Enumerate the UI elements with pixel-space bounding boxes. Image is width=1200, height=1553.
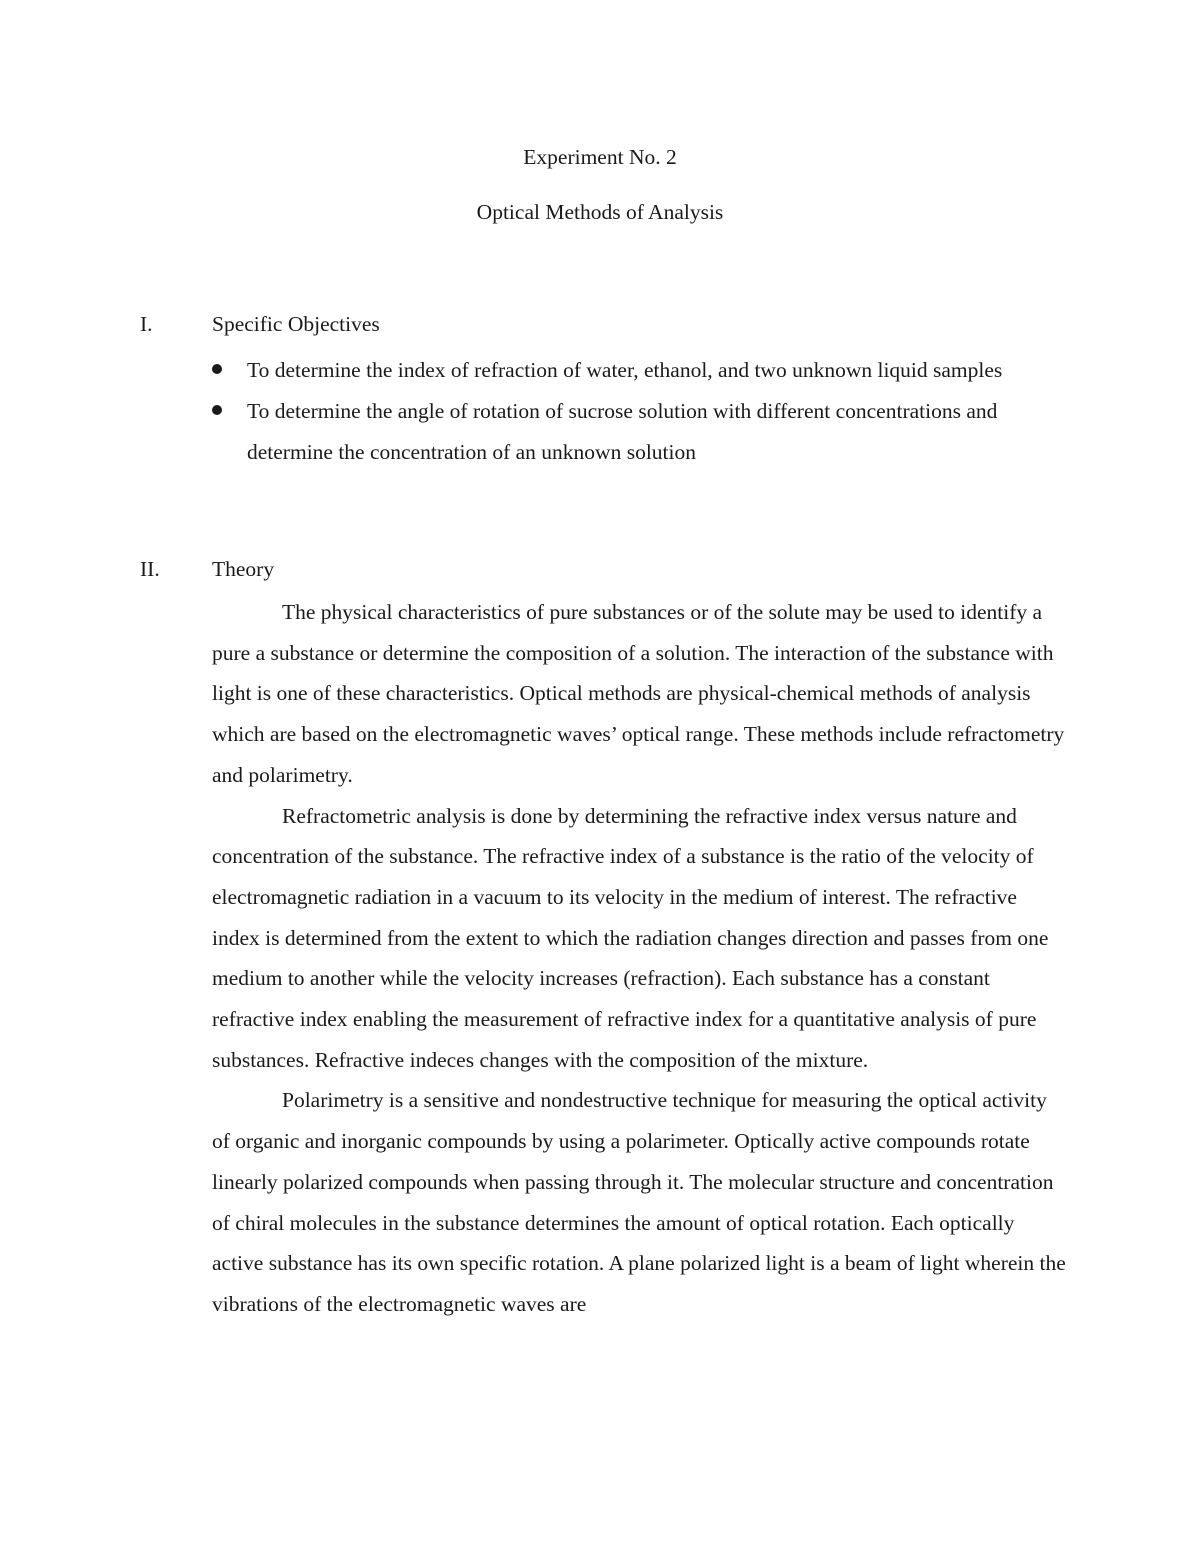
document-title: Experiment No. 2 [523,145,677,169]
objectives-list [212,350,1072,473]
theory-paragraph: Polarimetry is a sensitive and nondestructive technique for measuring the optical activity of organic and inorganic compounds by using a polarimeter. Optically active compounds rotate linearly polarized compounds when passing through it. The molecular structure and concentration of chiral molecules in the substance determines the amount of optical rotation. Each optically active substance has its own specific rotation. A plane polarized light is a beam of light wherein the vibrations of the electromagnetic waves are [212,1088,1066,1316]
list-item [212,391,1072,473]
section-numeral-2: II. [140,557,160,581]
objective-text: To determine the index of refraction of water, ethanol, and two unknown liquid samples [247,358,1003,382]
list-item [212,350,1072,391]
bullet-icon [212,364,222,374]
section-numeral-1: I. [140,312,153,336]
theory-body [212,592,1070,1325]
theory-paragraph: Refractometric analysis is done by determining the refractive index versus nature and concentration of the substance. The refractive index of a substance is the ratio of the velocity of electromagnetic radiation in a vacuum to its velocity in the medium of interest. The refractive index is determined from the extent to which the radiation changes direction and passes from one medium to another while the velocity increases (refraction). Each substance has a constant refractive index enabling the measurement of refractive index for a quantitative analysis of pure substances. Refractive indeces changes with the composition of the mixture. [212,803,1049,1072]
section-heading-theory: Theory [212,557,275,581]
document-subtitle: Optical Methods of Analysis [476,200,724,224]
theory-paragraph: The physical characteristics of pure substances or of the solute may be used to identify a pure a substance or determine the composition of a solution. The interaction of the substance with light is one of these characteristics. Optical methods are physical-chemical methods of analysis which are based on the electromagnetic waves’ optical range. These methods include refractometry and polarimetry. [212,600,1065,787]
section-heading-objectives: Specific Objectives [212,312,380,336]
bullet-icon [212,405,222,415]
objective-text: To determine the angle of rotation of sucrose solution with different concentrations and determine the concentration of an unknown solution [247,399,998,464]
